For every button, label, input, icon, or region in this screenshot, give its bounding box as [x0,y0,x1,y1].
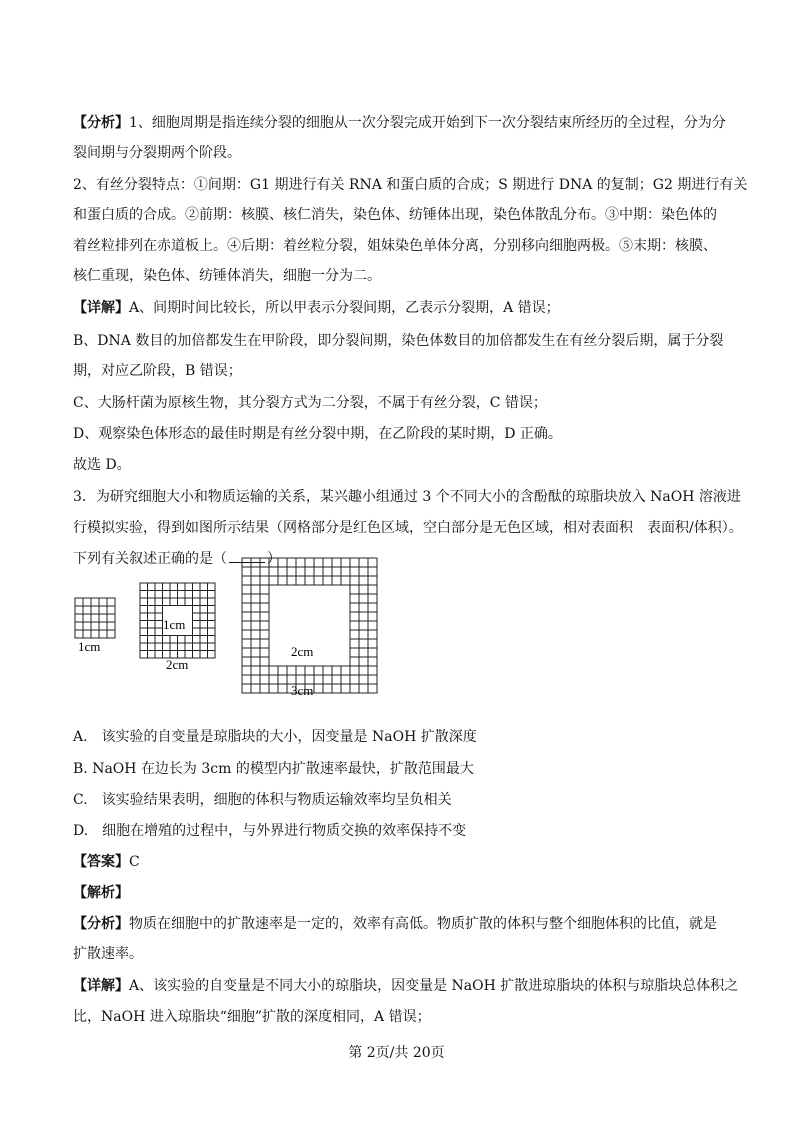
grid-cell [91,622,99,630]
grid-cell [287,567,296,576]
grid-cell [350,639,359,648]
grid-cell [242,576,251,585]
grid-cell [107,614,115,622]
grid-cell [91,614,99,622]
detail-line-b2: 期，对应乙阶段，B 错误； [73,363,242,379]
grid-cell [185,636,193,644]
grid-cell [242,567,251,576]
grid-cell [350,684,359,693]
grid-cell [350,576,359,585]
grid-cell [332,558,341,567]
detail-line-c: C、大肠杆菌为原核生物，其分裂方式为二分裂，不属于有丝分裂，C 错误； [73,395,547,411]
grid-cell [359,576,368,585]
grid-cell [251,657,260,666]
grid-cell [359,594,368,603]
grid-cell [140,636,148,644]
grid-cell [155,613,163,621]
grid-cell [350,675,359,684]
question-3-line-1: 3．为研究细胞大小和物质运输的关系，某兴趣小组通过 3 个不同大小的含酚酞的琼脂块放入 NaOH 溶液进 [73,489,741,505]
grid-cell [107,622,115,630]
grid-cell [140,591,148,599]
detail2-tag: 【详解】 [73,978,129,994]
grid-cell [260,567,269,576]
grid-cell [323,576,332,585]
grid-cell [323,684,332,693]
grid-cell [185,591,193,599]
grid-cell [314,558,323,567]
grid-cell [278,684,287,693]
grid-cell [359,666,368,675]
grid-cell [148,598,156,606]
grid-cell [242,675,251,684]
grid-cell [350,594,359,603]
detail-line-b1: B、DNA 数目的加倍都发生在甲阶段，即分裂间期，染色体数目的加倍都发生在有丝分裂后期，属于分裂 [73,333,724,349]
grid-cell [155,583,163,591]
grid-cell [359,612,368,621]
grid-cell [260,639,269,648]
grid-cell [99,598,107,606]
grid-cell [75,598,83,606]
agar-block-figure [70,553,390,703]
grid-cell [260,612,269,621]
grid-cell [368,567,377,576]
grid-cell [350,648,359,657]
grid-cell [305,576,314,585]
grid-cell [193,606,201,614]
detail2-line-1 [73,976,738,996]
grid-cell [341,558,350,567]
grid-cell [185,598,193,606]
grid-cell [269,666,278,675]
grid-cell [99,614,107,622]
grid-cell [269,684,278,693]
grid-cell [323,567,332,576]
analysis-line-3: 2、有丝分裂特点：①间期：G1 期进行有关 RNA 和蛋白质的合成；S 期进行 DNA 的复制；G2 期进行有关 [73,177,748,193]
grid-cell [200,598,208,606]
grid-cell [287,576,296,585]
grid-cell [260,630,269,639]
grid-cell [296,558,305,567]
grid-cell [155,628,163,636]
grid-cell [148,621,156,629]
grid-cell [323,666,332,675]
agar-block-diagram [70,553,390,703]
grid-cell [332,567,341,576]
grid-cell [163,643,171,651]
grid-cell [140,613,148,621]
grid-cell [170,583,178,591]
grid-cell [83,598,91,606]
grid-cell [163,636,171,644]
grid-cell [332,675,341,684]
agar-block-1cm [75,598,115,638]
grid-cell [148,636,156,644]
grid-cell [91,630,99,638]
grid-cell [305,567,314,576]
analysis2-tag: 【分析】 [73,916,129,932]
grid-cell [148,606,156,614]
grid-cell [107,606,115,614]
grid-cell [148,628,156,636]
grid-cell [242,612,251,621]
grid-cell [260,594,269,603]
grid-cell [260,576,269,585]
grid-cell [359,567,368,576]
grid-cell [200,628,208,636]
grid-cell [170,643,178,651]
grid-cell [359,657,368,666]
grid-cell [251,594,260,603]
grid-cell [83,630,91,638]
grid-cell [242,630,251,639]
grid-cell [193,583,201,591]
grid-cell [155,591,163,599]
grid-cell [148,591,156,599]
grid-cell [140,643,148,651]
grid-cell [200,651,208,659]
grid-cell [75,622,83,630]
grid-cell [200,606,208,614]
grid-cell [193,643,201,651]
grid-cell [368,657,377,666]
grid-cell [140,651,148,659]
block-border [242,558,377,693]
grid-cell [251,576,260,585]
grid-cell [208,583,216,591]
label-3cm: 3cm [291,683,314,698]
grid-cell [260,684,269,693]
analysis-tag: 【分析】 [73,115,129,131]
analysis-text: 1、细胞周期是指连续分裂的细胞从一次分裂完成开始到下一次分裂结束所经历的全过程，分为分 [129,115,726,131]
grid-cell [242,684,251,693]
grid-cell [193,651,201,659]
grid-cell [314,675,323,684]
grid-cell [368,675,377,684]
grid-cell [341,666,350,675]
grid-cell [359,639,368,648]
detail2-line-2: 比，NaOH 进入琼脂块“细胞”扩散的深度相同，A 错误； [73,1009,431,1025]
grid-cell [260,558,269,567]
grid-cell [193,628,201,636]
jiexi-line [73,883,129,903]
grid-cell [178,636,186,644]
grid-cell [359,684,368,693]
grid-cell [163,591,171,599]
grid-cell [200,621,208,629]
grid-cell [251,630,260,639]
answer-line [73,852,140,872]
analysis2-line-2: 扩散速率。 [73,946,143,962]
grid-cell [350,612,359,621]
grid-cell [278,675,287,684]
grid-cell [75,614,83,622]
grid-cell [163,598,171,606]
grid-cell [75,630,83,638]
analysis-line-6: 核仁重现，染色体、纺锤体消失，细胞一分为二。 [73,268,381,284]
grid-cell [269,567,278,576]
grid-cell [140,598,148,606]
grid-cell [155,598,163,606]
grid-cell [260,657,269,666]
grid-cell [99,606,107,614]
grid-cell [314,567,323,576]
grid-cell [193,621,201,629]
grid-cell [260,621,269,630]
grid-cell [368,558,377,567]
grid-cell [314,576,323,585]
grid-cell [83,622,91,630]
grid-cell [170,598,178,606]
grid-cell [260,648,269,657]
grid-cell [269,576,278,585]
grid-cell [107,630,115,638]
grid-cell [170,591,178,599]
grid-cell [140,621,148,629]
grid-cell [155,606,163,614]
choose-line: 故选 D。 [73,457,131,473]
grid-cell [359,585,368,594]
grid-cell [332,576,341,585]
grid-cell [251,612,260,621]
grid-cell [287,558,296,567]
page-footer: 第 2页/共 20页 [348,1045,445,1061]
grid-cell [332,684,341,693]
grid-cell [341,684,350,693]
label-inner-2cm: 2cm [291,644,314,659]
grid-cell [242,585,251,594]
grid-cell [350,630,359,639]
grid-cell [242,558,251,567]
grid-cell [251,585,260,594]
grid-cell [368,648,377,657]
grid-cell [208,606,216,614]
grid-cell [155,636,163,644]
grid-cell [368,576,377,585]
grid-cell [359,675,368,684]
answer-tag: 【答案】 [73,854,129,870]
grid-cell [359,621,368,630]
grid-cell [251,567,260,576]
grid-cell [368,585,377,594]
grid-cell [368,630,377,639]
grid-cell [368,684,377,693]
grid-cell [242,666,251,675]
analysis-line-5: 着丝粒排列在赤道板上。④后期：着丝粒分裂，姐妹染色单体分离，分别移向细胞两极。⑤末期：核膜、 [73,238,717,254]
question-3-stem: 下列有关叙述正确的是（ [73,551,227,567]
grid-cell [140,583,148,591]
grid-cell [251,648,260,657]
grid-cell [350,621,359,630]
option-d: D. 细胞在增殖的过程中，与外界进行物质交换的效率保持不变 [73,823,467,839]
grid-cell [368,621,377,630]
grid-cell [208,651,216,659]
grid-cell [178,583,186,591]
block-border [75,598,115,638]
grid-cell [341,567,350,576]
grid-cell [178,643,186,651]
grid-cell [193,598,201,606]
grid-cell [314,684,323,693]
grid-cell [91,598,99,606]
grid-cell [260,675,269,684]
grid-cell [200,643,208,651]
grid-cell [75,606,83,614]
grid-cell [185,583,193,591]
grid-cell [91,606,99,614]
grid-cell [350,558,359,567]
grid-cell [242,648,251,657]
grid-cell [278,576,287,585]
grid-cell [350,585,359,594]
analysis-line-4: 和蛋白质的合成。②前期：核膜、核仁消失，染色体、纺锤体出现，染色体散乱分布。③中期：染色体的 [73,207,717,223]
grid-cell [200,636,208,644]
grid-cell [278,666,287,675]
grid-cell [193,613,201,621]
answer-value: C [129,854,140,870]
grid-cell [251,558,260,567]
grid-cell [296,576,305,585]
grid-cell [200,613,208,621]
grid-cell [208,591,216,599]
grid-cell [242,657,251,666]
analysis-line-2: 裂间期与分裂期两个阶段。 [73,145,241,161]
grid-cell [148,613,156,621]
grid-cell [208,643,216,651]
grid-cell [242,603,251,612]
grid-cell [341,675,350,684]
grid-cell [208,621,216,629]
grid-cell [260,666,269,675]
option-b: B. NaOH 在边长为 3cm 的模型内扩散速率最快，扩散范围最大 [73,761,474,777]
grid-cell [368,666,377,675]
grid-cell [185,643,193,651]
grid-cell [193,636,201,644]
grid-cell [163,583,171,591]
grid-cell [148,651,156,659]
grid-cell [260,603,269,612]
grid-cell [341,576,350,585]
jiexi-tag: 【解析】 [73,885,129,901]
question-3-line-2: 行模拟实验，得到如图所示结果（网格部分是红色区域，空白部分是无色区域，相对表面积 表面积/体积）。 [73,520,743,536]
grid-cell [368,594,377,603]
grid-cell [208,598,216,606]
grid-cell [350,567,359,576]
detail2-text: A、该实验的自变量是不同大小的琼脂块，因变量是 NaOH 扩散进琼脂块的体积与琼脂块总体积之 [129,978,739,994]
grid-cell [359,648,368,657]
grid-cell [269,675,278,684]
grid-cell [170,636,178,644]
grid-cell [83,614,91,622]
detail-line-d: D、观察染色体形态的最佳时期是有丝分裂中期，在乙阶段的某时期，D 正确。 [73,426,562,442]
grid-cell [359,558,368,567]
analysis-paragraph-line [73,113,726,133]
grid-cell [193,591,201,599]
analysis2-line-1 [73,914,717,934]
grid-cell [83,606,91,614]
grid-cell [178,598,186,606]
grid-cell [251,621,260,630]
grid-cell [155,651,163,659]
agar-block-3cm [242,558,377,693]
grid-cell [350,657,359,666]
grid-cell [350,603,359,612]
grid-cell [359,603,368,612]
detail-line-a [73,298,560,318]
grid-cell [251,675,260,684]
grid-cell [99,622,107,630]
grid-cell [296,567,305,576]
grid-cell [200,583,208,591]
grid-cell [350,666,359,675]
grid-cell [251,639,260,648]
grid-cell [178,591,186,599]
grid-cell [305,558,314,567]
grid-cell [269,558,278,567]
grid-cell [305,666,314,675]
grid-cell [251,603,260,612]
grid-cell [278,558,287,567]
grid-cell [314,666,323,675]
label-inner-1cm: 1cm [163,617,186,632]
grid-cell [200,591,208,599]
grid-cell [242,639,251,648]
grid-cell [251,684,260,693]
grid-cell [208,613,216,621]
grid-cell [323,558,332,567]
grid-cell [332,666,341,675]
grid-cell [296,666,305,675]
grid-cell [148,583,156,591]
grid-cell [107,598,115,606]
grid-cell [242,594,251,603]
detail-tag: 【详解】 [73,300,129,316]
grid-cell [368,603,377,612]
grid-cell [368,639,377,648]
grid-cell [155,621,163,629]
grid-cell [155,643,163,651]
grid-cell [148,643,156,651]
grid-cell [208,636,216,644]
option-a: A. 该实验的自变量是琼脂块的大小，因变量是 NaOH 扩散深度 [73,729,477,745]
grid-cell [287,666,296,675]
grid-cell [140,628,148,636]
label-2cm: 2cm [166,657,189,672]
label-1cm: 1cm [78,639,101,654]
grid-cell [260,585,269,594]
grid-cell [278,567,287,576]
question-3-close: ） [267,551,281,567]
detail-text-a: A、间期时间比较长，所以甲表示分裂间期，乙表示分裂期，A 错误； [129,300,560,316]
grid-cell [99,630,107,638]
grid-cell [368,612,377,621]
grid-cell [359,630,368,639]
analysis2-text: 物质在细胞中的扩散速率是一定的，效率有高低。物质扩散的体积与整个细胞体积的比值，就是 [129,916,717,932]
grid-cell [242,621,251,630]
grid-cell [323,675,332,684]
grid-cell [208,628,216,636]
grid-cell [140,606,148,614]
grid-cell [251,666,260,675]
option-c: C. 该实验结果表明，细胞的体积与物质运输效率均呈负相关 [73,792,452,808]
